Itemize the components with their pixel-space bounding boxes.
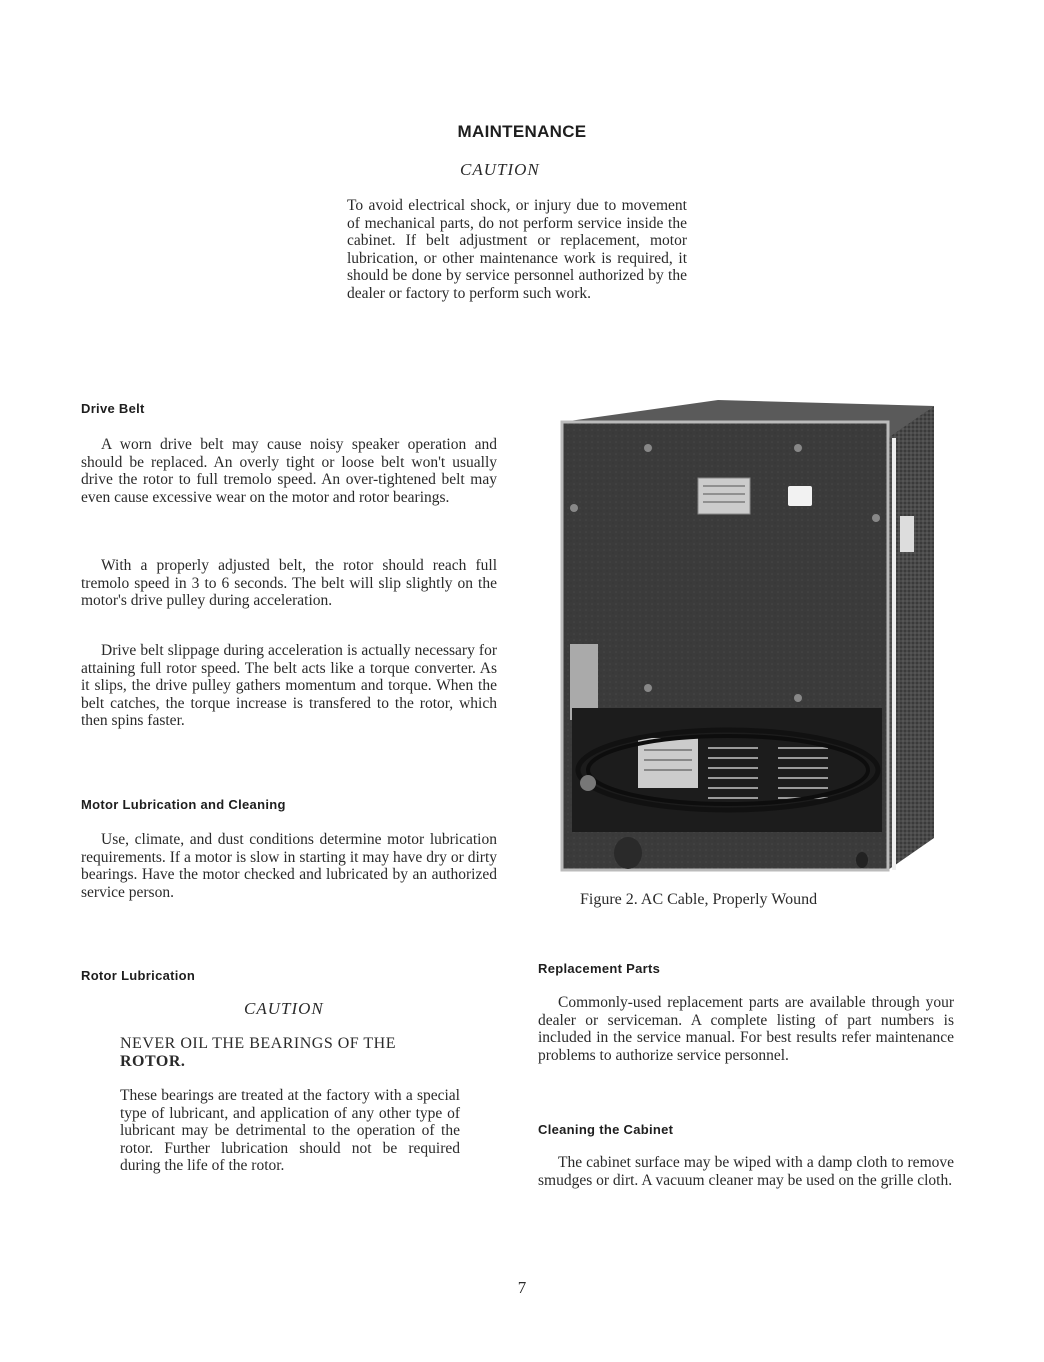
replacement-parts-paragraph: Commonly-used replacement parts are available through your dealer or serviceman. A complete listing of part numbers is included in the service manual. For best results refer maintenance problems to authorize service personnel.: [538, 994, 954, 1064]
caution-label: CAUTION: [460, 160, 540, 179]
drive-belt-heading: Drive Belt: [81, 401, 145, 416]
rotor-warning-line-2: ROTOR.: [120, 1053, 186, 1070]
rotor-warning-line-1: NEVER OIL THE BEARINGS OF THE: [120, 1035, 396, 1052]
drive-belt-paragraph-1: A worn drive belt may cause noisy speaker operation and should be replaced. An overly tight or loose belt won't usually drive the rotor to full tremolo speed. An over-tightened belt may even cause excessive wear on the motor and rotor bearings.: [81, 436, 497, 506]
figure-caption: Figure 2. AC Cable, Properly Wound: [580, 891, 818, 908]
speaker-cabinet-rear-photo-icon: [548, 398, 936, 874]
page-title: MAINTENANCE: [457, 122, 587, 141]
rotor-caution-label: CAUTION: [244, 999, 324, 1018]
rotor-lubrication-paragraph: These bearings are treated at the factory with a special type of lubricant, and application of any other type of lubricant may be detrimental to the operation of the rotor. Further lubrication should not be required during the life of the rotor.: [120, 1087, 460, 1174]
drive-belt-paragraph-3: Drive belt slippage during acceleration is actually necessary for attaining full rotor speed. The belt acts like a torque converter. As it slips, the drive pulley gathers momentum and torque. When the belt catches, the torque increase is transfered to the rotor, which then spins faster.: [81, 642, 497, 729]
cleaning-cabinet-heading: Cleaning the Cabinet: [538, 1122, 674, 1137]
cleaning-cabinet-paragraph: The cabinet surface may be wiped with a damp cloth to remove smudges or dirt. A vacuum cleaner may be used on the grille cloth.: [538, 1154, 954, 1189]
motor-lubrication-paragraph: Use, climate, and dust conditions determine motor lubrication requirements. If a motor is slow in starting it may have dry or dirty bearings. Have the motor checked and lubricated by an authorized service person.: [81, 831, 497, 901]
caution-text: To avoid electrical shock, or injury due to movement of mechanical parts, do not perform service inside the cabinet. If belt adjustment or replacement, motor lubrication, or other maintenance work is required, it should be done by service personnel authorized by the dealer or factory to perform such work.: [347, 197, 687, 302]
rotor-warning: [120, 1035, 465, 1071]
replacement-parts-heading: Replacement Parts: [538, 961, 661, 976]
drive-belt-paragraph-2: With a properly adjusted belt, the rotor should reach full tremolo speed in 3 to 6 seconds. The belt will slip slightly on the motor's drive pulley during acceleration.: [81, 557, 497, 609]
rotor-lubrication-heading: Rotor Lubrication: [81, 968, 196, 983]
page-number: 7: [517, 1278, 527, 1297]
figure-photo: [548, 398, 936, 874]
motor-lubrication-heading: Motor Lubrication and Cleaning: [81, 797, 286, 812]
